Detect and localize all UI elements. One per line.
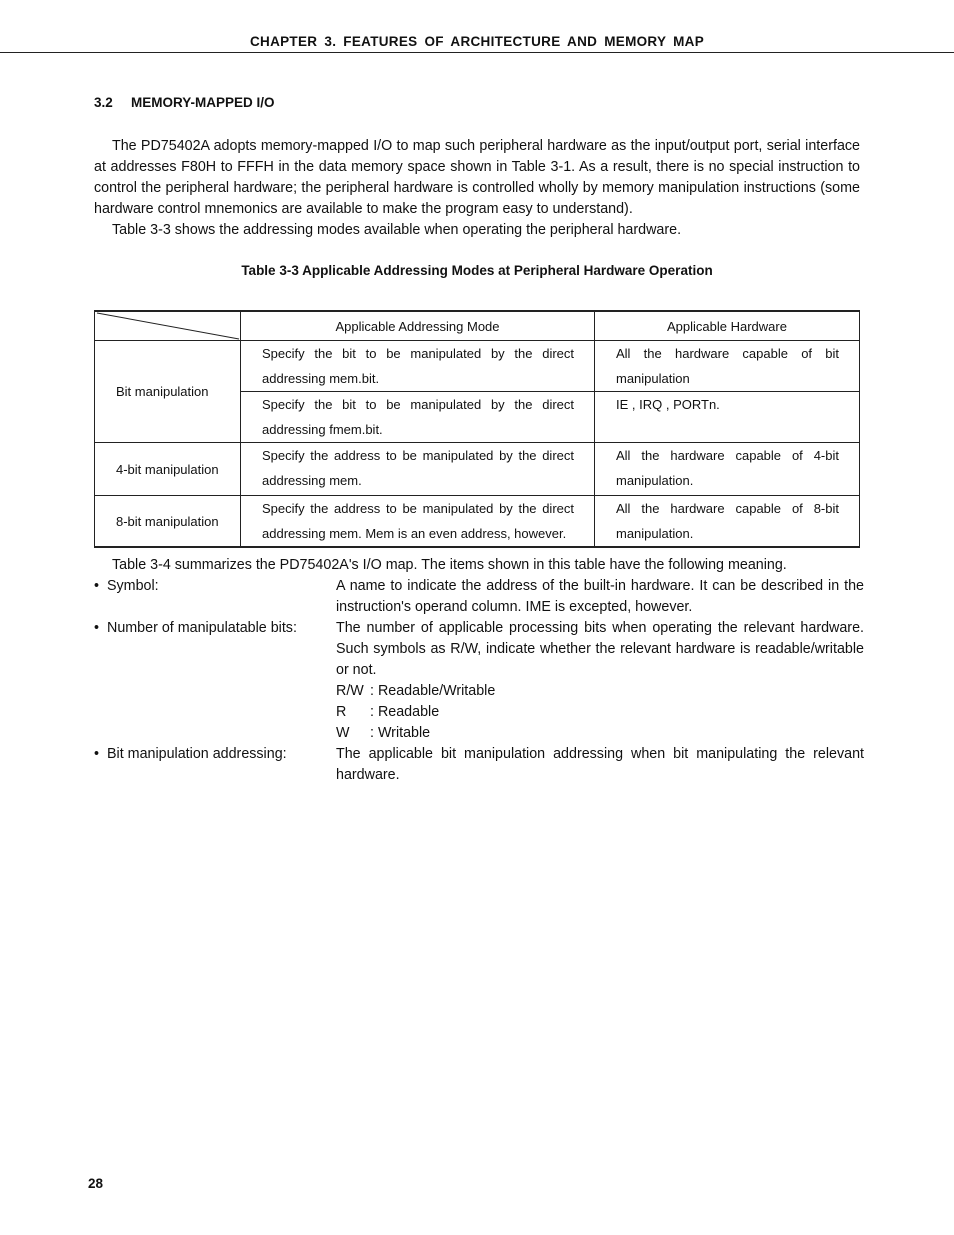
rw-code-row [336, 681, 864, 702]
legend-term: Bit manipulation addressing: [107, 746, 287, 762]
section-title: MEMORY-MAPPED I/O [131, 95, 275, 110]
mode-cell: Specify the address to be manipulated by the direct addressing mem. Mem is an even address, however. [241, 496, 595, 548]
rw-meaning: : Readable [370, 704, 440, 720]
table-row [95, 443, 860, 496]
intro-paragraph [94, 136, 860, 241]
table-corner-cell [95, 311, 241, 341]
table-caption: Table 3-3 Applicable Addressing Modes at Peripheral Hardware Operation [241, 263, 713, 278]
rw-code: W [336, 725, 350, 741]
mode-cell: Specify the bit to be manipulated by the direct addressing mem.bit. [241, 341, 595, 392]
rw-meaning: : Readable/Writable [370, 683, 496, 699]
row-label-4bit-manipulation: 4-bit manipulation [95, 443, 241, 496]
section-number: 3.2 [94, 95, 113, 110]
page-number: 28 [88, 1176, 104, 1191]
io-map-legend [94, 555, 864, 786]
rw-meaning: : Writable [370, 725, 431, 741]
row-label-bit-manipulation: Bit manipulation [95, 341, 241, 443]
hardware-cell: IE , IRQ , PORTn. [595, 392, 860, 443]
header-rule [0, 52, 954, 53]
bullet-glyph: • [94, 620, 100, 636]
legend-item-bit-addressing [94, 744, 864, 786]
table-header-row [95, 311, 860, 341]
row-label-8bit-manipulation: 8-bit manipulation [95, 496, 241, 548]
table-row [95, 341, 860, 392]
header-applicable-hardware: Applicable Hardware [595, 311, 860, 341]
corner-diagonal [95, 312, 240, 340]
legend-intro: Table 3-4 summarizes the PD75402A's I/O map. The items shown in this table have the following meaning. [112, 557, 787, 573]
paragraph-2: Table 3-3 shows the addressing modes available when operating the peripheral hardware. [112, 222, 682, 238]
rw-code-row [336, 723, 864, 744]
header-addressing-mode: Applicable Addressing Mode [241, 311, 595, 341]
bullet-glyph: • [94, 746, 100, 762]
legend-desc: A name to indicate the address of the built-in hardware. It can be described in the instruction's operand column. IME is excepted, however. [336, 578, 864, 615]
legend-item-bits [94, 618, 864, 744]
legend-term: Number of manipulatable bits: [107, 620, 297, 636]
rw-code-row [336, 702, 864, 723]
mode-cell: Specify the bit to be manipulated by the direct addressing fmem.bit. [241, 392, 595, 443]
legend-desc: The number of applicable processing bits when operating the relevant hardware. Such symbols as R/W, indicate whether the relevant hardware is readable/writable or not. [336, 620, 864, 678]
mode-cell: Specify the address to be manipulated by the direct addressing mem. [241, 443, 595, 496]
rw-code: R/W [336, 683, 364, 699]
legend-item-symbol [94, 576, 864, 618]
section-heading [94, 95, 275, 110]
legend-term: Symbol: [107, 578, 159, 594]
hardware-cell: All the hardware capable of 4-bit manipulation. [595, 443, 860, 496]
paragraph-1: The PD75402A adopts memory-mapped I/O to map such peripheral hardware as the input/output port, serial interface at addresses F80H to FFFH in the data memory space shown in Table 3-1. As a result, there is no special instruction to control the peripheral hardware; the peripheral hardware is controlled wholly by memory manipulation instructions (some hardware control mnemonics are available to make the program easy to understand). [94, 138, 860, 217]
addressing-modes-table [94, 310, 860, 548]
hardware-cell: All the hardware capable of bit manipulation [595, 341, 860, 392]
bullet-glyph: • [94, 578, 100, 594]
chapter-header: CHAPTER 3. FEATURES OF ARCHITECTURE AND MEMORY MAP [249, 34, 704, 49]
hardware-cell: All the hardware capable of 8-bit manipulation. [595, 496, 860, 548]
legend-desc: The applicable bit manipulation addressing when bit manipulating the relevant hardware. [336, 746, 864, 783]
rw-code: R [336, 704, 347, 720]
table-row [95, 496, 860, 548]
